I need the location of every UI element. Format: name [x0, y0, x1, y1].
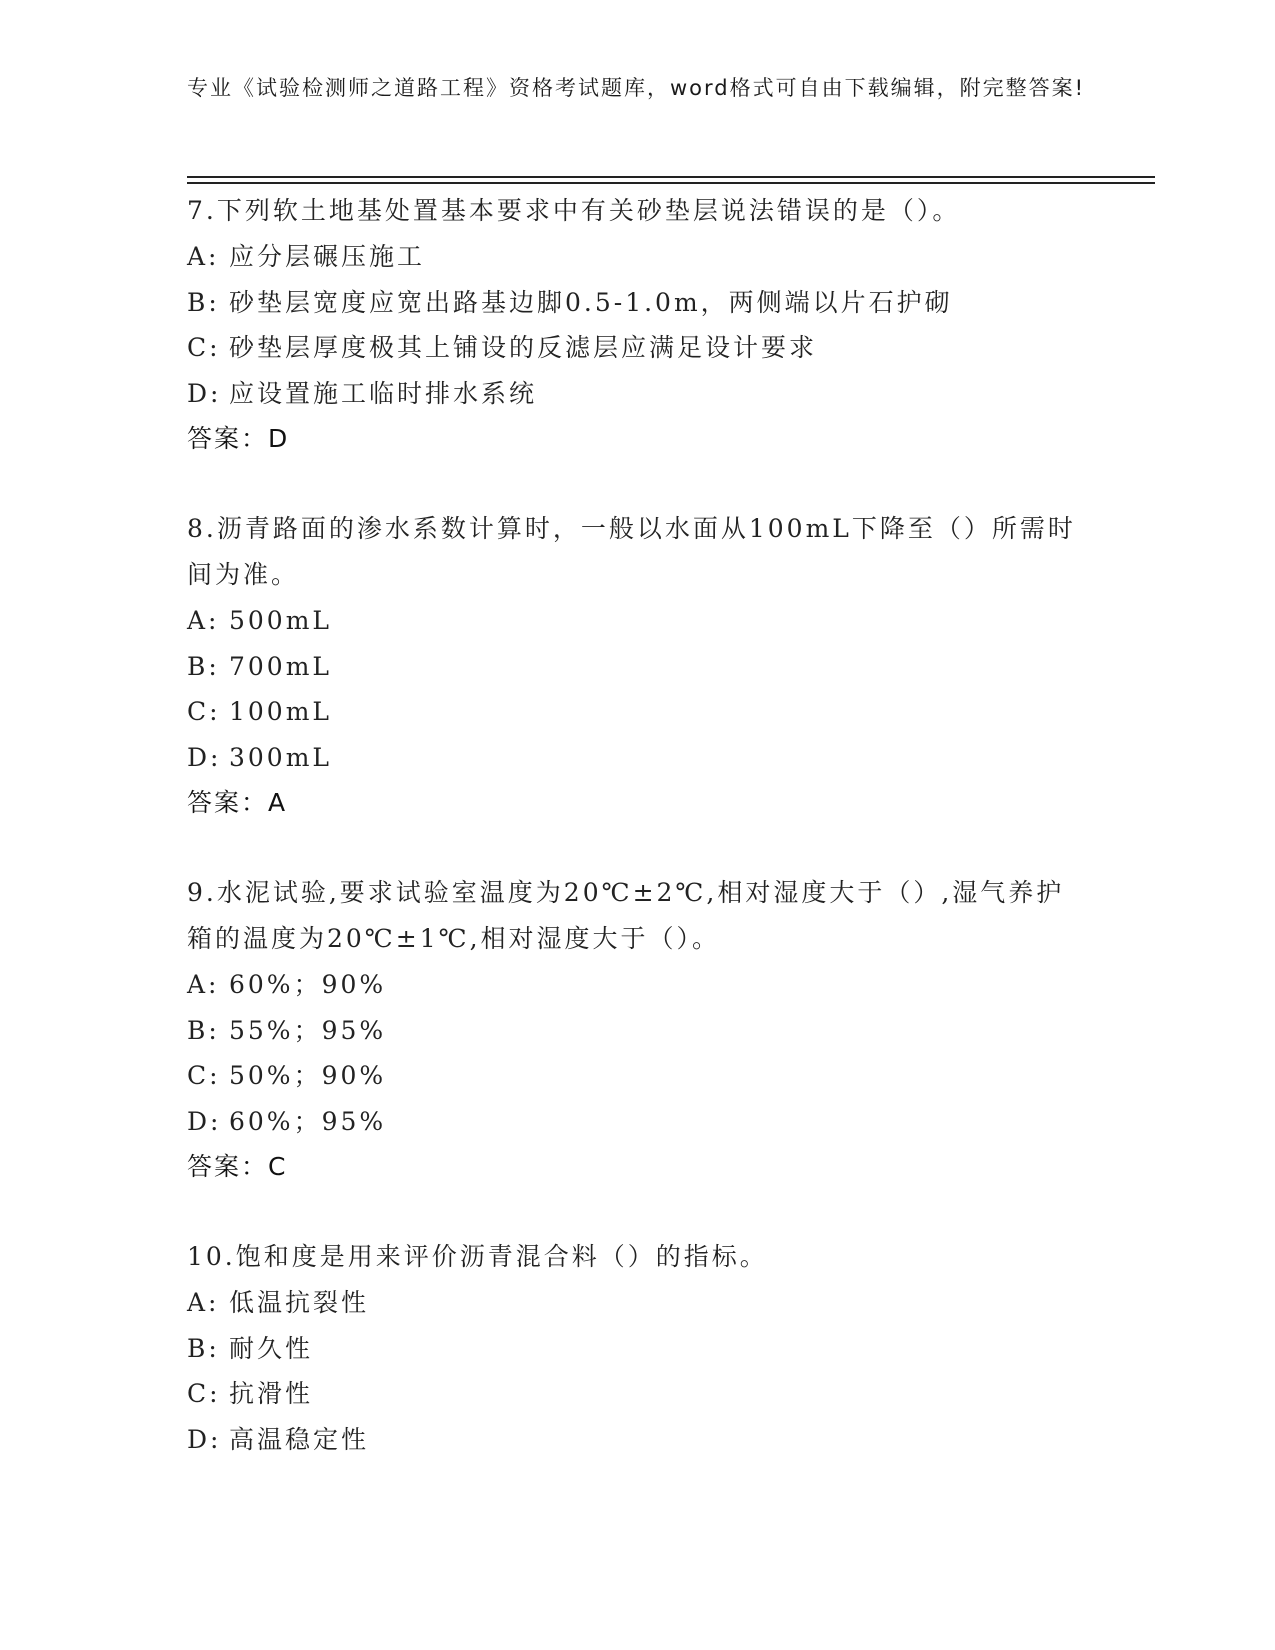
- option-letter: D:: [187, 378, 222, 408]
- option-d: [187, 735, 1087, 781]
- option-text: 应设置施工临时排水系统: [229, 378, 538, 408]
- option-letter: D:: [187, 1106, 222, 1136]
- option-c: [187, 325, 1087, 371]
- option-letter: B:: [187, 651, 220, 681]
- option-text: 高温稳定性: [229, 1424, 370, 1454]
- option-text: 砂垫层宽度应宽出路基边脚0.5-1.0m，两侧端以片石护砌: [229, 287, 953, 317]
- answer-label: 答案：C: [187, 1152, 288, 1182]
- option-a: [187, 1280, 1087, 1326]
- option-letter: D:: [187, 742, 222, 772]
- option-letter: C:: [187, 1061, 221, 1091]
- header-divider-bottom: [187, 182, 1155, 184]
- option-b: [187, 1326, 1087, 1372]
- option-text: 50%；90%: [229, 1061, 387, 1091]
- header-divider-top: [187, 176, 1155, 178]
- option-c: [187, 1371, 1087, 1417]
- option-a: [187, 234, 1087, 280]
- option-text: 500mL: [229, 606, 333, 635]
- option-text: 100mL: [229, 697, 333, 727]
- option-d: [187, 1417, 1087, 1463]
- option-letter: C:: [187, 697, 221, 727]
- option-text: 砂垫层厚度极其上铺设的反滤层应满足设计要求: [229, 333, 818, 363]
- option-letter: C:: [187, 1379, 221, 1409]
- option-letter: D:: [187, 1424, 222, 1454]
- option-letter: B:: [187, 1015, 220, 1045]
- option-text: 应分层碾压施工: [229, 242, 426, 271]
- question-stem: 9.水泥试验,要求试验室温度为20℃±2℃,相对湿度大于（）,湿气养护箱的温度为20℃±1℃,相对湿度大于（）。: [187, 878, 1065, 953]
- option-letter: A:: [187, 1288, 220, 1317]
- question-10: [187, 1234, 1087, 1462]
- option-letter: A:: [187, 606, 220, 635]
- option-letter: B:: [187, 287, 220, 317]
- option-c: [187, 689, 1087, 735]
- option-d: [187, 371, 1087, 417]
- option-text: 60%；90%: [229, 970, 387, 999]
- question-stem: 7.下列软土地基处置基本要求中有关砂垫层说法错误的是（）。: [187, 196, 961, 225]
- option-a: [187, 962, 1087, 1008]
- option-text: 55%；95%: [229, 1015, 387, 1045]
- question-7: [187, 188, 1087, 462]
- option-d: [187, 1099, 1087, 1145]
- option-a: [187, 598, 1087, 644]
- answer-label: 答案：D: [187, 424, 290, 454]
- option-letter: B:: [187, 1333, 220, 1363]
- option-text: 耐久性: [229, 1333, 314, 1363]
- option-text: 300mL: [229, 742, 333, 772]
- option-letter: A:: [187, 242, 220, 271]
- question-9: [187, 870, 1087, 1190]
- question-stem: 8.沥青路面的渗水系数计算时，一般以水面从100mL下降至（）所需时间为准。: [187, 514, 1076, 589]
- answer-label: 答案：A: [187, 788, 288, 818]
- option-text: 60%；95%: [229, 1106, 387, 1136]
- question-8: [187, 506, 1087, 826]
- option-text: 抗滑性: [229, 1379, 314, 1409]
- option-letter: C:: [187, 333, 221, 363]
- document-header: 专业《试验检测师之道路工程》资格考试题库，word格式可自由下载编辑，附完整答案!: [187, 76, 1086, 100]
- option-b: [187, 1008, 1087, 1054]
- option-letter: A:: [187, 970, 220, 999]
- question-stem: 10.饱和度是用来评价沥青混合料（）的指标。: [187, 1242, 768, 1271]
- option-b: [187, 644, 1087, 690]
- option-text: 700mL: [229, 651, 333, 681]
- option-b: [187, 280, 1087, 326]
- option-text: 低温抗裂性: [229, 1288, 370, 1317]
- option-c: [187, 1053, 1087, 1099]
